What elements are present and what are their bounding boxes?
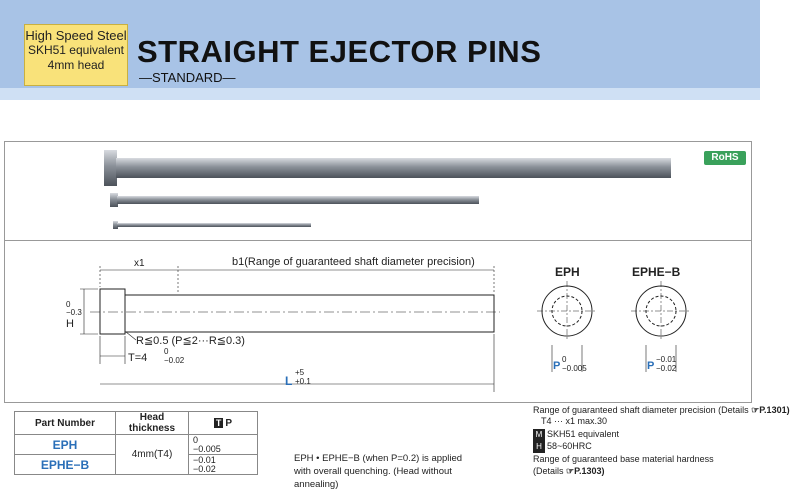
hardness-icon: H	[533, 441, 545, 453]
material-icon: M	[533, 429, 545, 441]
ref-icon: ☞	[751, 405, 760, 415]
col-head-thickness: Head thickness	[116, 412, 189, 435]
dim-l: L	[285, 374, 293, 388]
hardness-note: H 58~60HRC	[533, 441, 592, 453]
part-eph: EPH	[15, 435, 116, 455]
dim-h: H	[66, 318, 74, 330]
range-x1: T4 ··· x1 max.30	[541, 416, 608, 426]
eph-p-tol: 0 −0.005	[562, 355, 587, 373]
table-row	[15, 435, 258, 455]
dim-t: T=4	[128, 352, 148, 364]
eph-p-label: P	[553, 360, 561, 372]
radius-note: R≦0.5 (P≦2···R≦0.3)	[136, 335, 245, 347]
t-marker-icon: T	[215, 417, 222, 428]
base-hardness-note: Range of guaranteed base material hardness	[533, 454, 714, 464]
range-note: Range of guaranteed shaft diameter precision (Details ☞P.1301)	[533, 405, 790, 415]
col-tp: T P	[189, 412, 258, 435]
dim-x1: x1	[134, 258, 145, 269]
pin-photo-medium	[110, 193, 479, 207]
eph-title: EPH	[555, 265, 580, 279]
quench-note: EPH • EPHE−B (when P=0.2) is applied with overall quenching. (Head without annealing)	[294, 453, 463, 490]
spec-table	[14, 411, 258, 475]
pin-photo-large	[104, 150, 671, 186]
table-header-row	[15, 412, 258, 435]
base-hardness-ref: (Details ☞P.1303)	[533, 466, 605, 476]
ephe-title: EPHE−B	[632, 265, 681, 279]
dim-l-tol: +5 +0.1	[295, 368, 311, 386]
tol-ephe: −0.01 −0.02	[189, 455, 258, 475]
material-note: M SKH51 equivalent	[533, 429, 619, 441]
pin-photo-small	[113, 221, 311, 229]
head-thickness-cell: 4mm(T4)	[116, 435, 189, 475]
ephe-p-label: P	[647, 360, 655, 372]
ref-icon: ☞	[566, 466, 575, 476]
page-title: STRAIGHT EJECTOR PINS	[137, 34, 542, 69]
ephe-p-tol: −0.01 −0.02	[656, 355, 677, 373]
col-part-number: Part Number	[15, 412, 116, 435]
tol-eph: 0 −0.005	[189, 435, 258, 455]
dim-t-tol: 0 −0.02	[164, 347, 185, 365]
badge-line-1: High Speed Steel	[25, 28, 127, 43]
dim-h-tol: 0 −0.3	[66, 300, 82, 317]
dim-b1: b1(Range of guaranteed shaft diameter precision)	[232, 256, 475, 268]
part-ephe: EPHE−B	[15, 455, 116, 475]
page-subtitle: —STANDARD—	[139, 70, 236, 85]
rohs-badge: RoHS	[704, 151, 746, 165]
badge-line-2: SKH51 equivalent	[27, 43, 125, 57]
badge-line-3: 4mm head	[47, 58, 105, 72]
